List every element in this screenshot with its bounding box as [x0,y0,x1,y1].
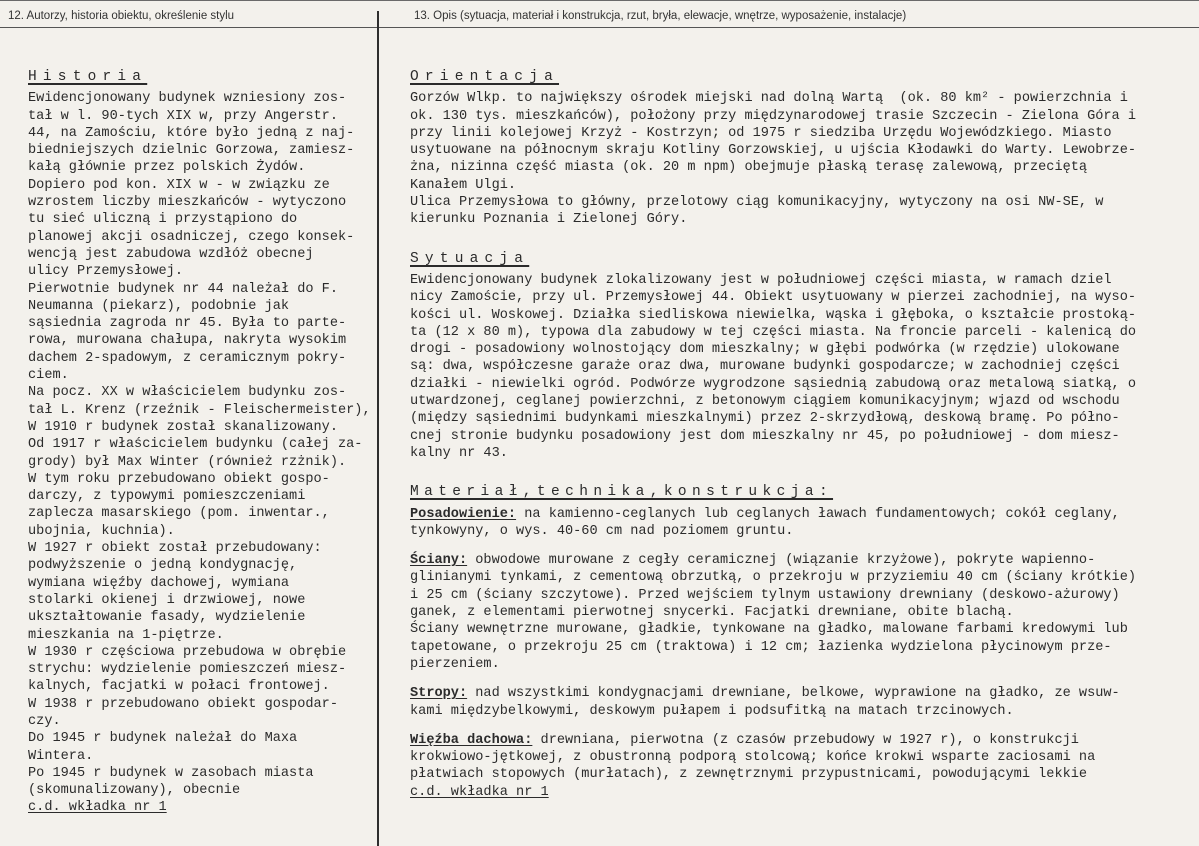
orientacja-line: kierunku Poznania i Zielonej Góry. [410,212,688,228]
orientacja-line: Ulica Przemysłowa to główny, przelotowy ciąg komunikacyjny, wytyczony na osi NW-SE, w [410,195,1104,211]
history-line: ubojnia, kuchnia). [28,523,175,539]
history-line: czy. [28,713,61,729]
stropy-line: kami międzybelkowymi, deskowym pułapem i podsufitką na matach trzcinowych. [410,703,1014,719]
history-line: tał L. Krenz (rzeźnik - Fleischermeister), [28,402,371,418]
history-heading: Historia [28,69,148,85]
history-line: Do 1945 r budynek należał do Maxa [28,731,298,747]
history-line: Pierwotnie budynek nr 44 należał do F. [28,281,338,297]
history-line: kalnych, facjatki w połaci frontowej. [28,679,330,695]
history-line: mieszkania na 1-piętrze. [28,627,224,643]
sciany-line: obwodowe murowane z cegły ceramicznej (wiązanie krzyżowe), pokryte wapienno- [467,553,1096,569]
history-column [28,69,373,817]
description-column [410,69,1190,801]
sytuacja-heading: Sytuacja [410,250,530,267]
history-line: Po 1945 r budynek w zasobach miasta [28,765,314,781]
header-rule [0,27,1199,28]
history-line: W tym roku przebudowano obiekt gospo- [28,471,330,487]
orientacja-line: ok. 130 tys. mieszkańców), położony przy międzynarodowej trasie Szczecin - Zielona Góra i [410,108,1137,124]
sytuacja-line: kalny nr 43. [410,445,508,461]
history-line: darczy, z typowymi pomieszczeniami [28,489,306,505]
orientacja-line: żna, nizinna część miasta (ok. 20 m npm) obejmuje płaską terasę zalewową, przeciętą [410,160,1088,176]
sytuacja-line: nicy Zamoście, przy ul. Przemysłowej 44. Obiekt usytuowany w pierzei zachodniej, na wyso- [410,290,1137,306]
orientacja-line: usytuowane na północnym skraju Kotliny Gorzowskiej, u ujścia Kłodawki do Warty. Lewobrze- [410,143,1137,159]
orientacja-heading: Orientacja [410,69,560,85]
wiezba-line: drewniana, pierwotna (z czasów przebudowy w 1927 r), o konstrukcji [532,732,1079,748]
sciany-block [410,552,1190,673]
sytuacja-line: cnej stronie budynku posadowiony jest dom mieszkalny nr 45, po południowej - dom miesz- [410,428,1120,444]
history-line: Ewidencjonowany budynek wzniesiony zos- [28,91,347,107]
history-line: wencją jest zabudowa wzdłóż obecnej [28,246,314,262]
history-line: W 1938 r przebudowano obiekt gospodar- [28,696,338,712]
sciany-line: glinianymi tynkami, z cementową obrzutką, o przekroju w przyziemiu 40 cm (ściany krótkie) [410,570,1137,586]
sytuacja-line: (między sąsiednimi budynkami mieszkalnymi) przez 2-skrzydłową, deskową bramę. Po półno- [410,411,1120,427]
sciany-line: i 25 cm (ściany szczytowe). Przed wejściem tylnym ustawiony drewniany (deskowo-ażurowy) [410,587,1120,603]
material-continuation: c.d. wkładka nr 1 [410,784,549,800]
history-line: tał w l. 90-tych XIX w, przy Angerstr. [28,108,338,124]
sciany-line: ganek, z elementami pierwotnej snycerki. Facjatki drewniane, obite blachą. [410,605,1014,621]
posadowienie-line: na kamienno-ceglanych lub ceglanych ławach fundamentowych; cokół ceglany, [516,506,1120,522]
sciany-line: tapetowane, o przekroju 25 cm (traktowa) i 12 cm; łazienka wydzielona płycinowym prze- [410,639,1112,655]
orientacja-line: Gorzów Wlkp. to największy ośrodek miejski nad dolną Wartą (ok. 80 km² - powierzchnia i [410,91,1128,107]
history-text [28,90,373,799]
sytuacja-line: są: dwa, współczesne garaże oraz dwa, murowane budynki gospodarcze; w zachodniej części [410,359,1120,375]
orientacja-line: Kanałem Ulgi. [410,177,517,193]
material-heading: Materiał,technika,konstrukcja: [410,484,834,501]
history-line: ulicy Przemysłowej. [28,264,183,280]
history-line: ciem. [28,368,69,384]
history-line: strychu: wydzielenie pomieszczeń miesz- [28,662,347,678]
history-line: W 1930 r częściowa przebudowa w obrębie [28,644,347,660]
sytuacja-text [410,272,1190,462]
stropy-block [410,685,1190,720]
history-line: Dopiero pod kon. XIX w - w związku ze [28,177,330,193]
history-line: tu sieć uliczną i przystąpiono do [28,212,298,228]
sciany-line: pierzeniem. [410,656,500,672]
section-13-header: 13. Opis (sytuacja, materiał i konstrukcja, rzut, bryła, elewacje, wnętrze, wyposażenie, instalacje) [414,10,907,22]
history-line: ukształtowanie fasady, wydzielenie [28,610,306,626]
history-line: wzrostem liczby mieszkańców - wytyczono [28,195,347,211]
history-line: stolarki okienej i drzwiowej, nowe [28,592,306,608]
wiezba-line: płatwiach stopowych (murłatach), z zewnętrznymi przypustnicami, powodującymi lekkie [410,767,1088,783]
column-divider [377,11,379,846]
history-line: podwyższenie o jedną kondygnację, [28,558,298,574]
sytuacja-line: działki - niewielki ogród. Podwórze wygrodzone sąsiednią zabudową oraz metalową siatką, o [410,376,1137,392]
history-line: wymiana więźby dachowej, wymiana [28,575,290,591]
posadowienie-label: Posadowienie: [410,506,517,522]
history-line: kałą głównie przez polskich Żydów. [28,160,306,176]
sciany-line: Ściany wewnętrzne murowane, gładkie, tynkowane na gładko, malowane farbami kredowymi lub [410,622,1128,638]
posadowienie-line: tynkowyny, o wys. 40-60 cm nad poziomem gruntu. [410,523,794,539]
history-line: rowa, murowana chałupa, nakryta wysokim [28,333,347,349]
history-line: W 1910 r budynek został skanalizowany. [28,419,338,435]
wiezba-label: Więźba dachowa: [410,732,533,748]
section-12-header: 12. Autorzy, historia obiektu, określenie stylu [8,10,235,22]
history-line: grody) był Max Winter (również rzżnik). [28,454,347,470]
history-line: (skomunalizowany), obecnie [28,783,241,799]
sytuacja-line: utwardzonej, ceglanej powierzchni, z betonowym ciągiem komunikacyjnym; wjazd od wschodu [410,394,1120,410]
history-line: 44, na Zamościu, które było jedną z naj- [28,125,355,141]
history-line: planowej akcji osadniczej, czego konsek- [28,229,355,245]
history-line: sąsiednia zagroda nr 45. Była to parte- [28,316,347,332]
sytuacja-line: ta (12 x 80 m), typowa dla zabudowy w tej części miasta. Na froncie parceli - kalenicą do [410,324,1137,340]
history-line: Neumanna (piekarz), podobnie jak [28,298,290,314]
orientacja-line: przy linii kolejowej Krzyż - Kostrzyn; od 1975 r siedziba Urzędu Wojewódzkiego. Miasto [410,125,1112,141]
history-line: Od 1917 r właścicielem budynku (całej za- [28,437,363,453]
history-line: dachem 2-spadowym, z ceramicznym pokry- [28,350,347,366]
stropy-line: nad wszystkimi kondygnacjami drewniane, belkowe, wyprawione na gładko, ze wsuw- [467,686,1120,702]
history-continuation: c.d. wkładka nr 1 [28,800,167,816]
history-line: biedniejszych dzielnic Gorzowa, zamiesz- [28,143,355,159]
history-line: Na pocz. XX w właścicielem budynku zos- [28,385,347,401]
stropy-label: Stropy: [410,686,468,702]
sciany-label: Ściany: [410,553,468,569]
wiezba-block [410,732,1190,801]
history-line: Wintera. [28,748,94,764]
posadowienie-block [410,506,1190,541]
orientacja-text [410,90,1190,228]
sytuacja-line: drogi - posadowiony wolnostojący dom mieszkalny; w głębi podwórka (w rzędzie) ulokowane [410,342,1120,358]
sytuacja-line: kości ul. Woskowej. Działka siedliskowa niewielka, wąska i głęboka, o kształcie prostoką- [410,307,1137,323]
history-line: W 1927 r obiekt został przebudowany: [28,541,322,557]
sytuacja-line: Ewidencjonowany budynek zlokalizowany jest w południowej części miasta, w ramach dziel [410,272,1112,288]
wiezba-line: krokwiowo-jętkowej, z obustronną podporą stolcową; końce krokwi wsparte zaciosami na [410,750,1096,766]
history-line: zaplecza masarskiego (pom. inwentar., [28,506,330,522]
